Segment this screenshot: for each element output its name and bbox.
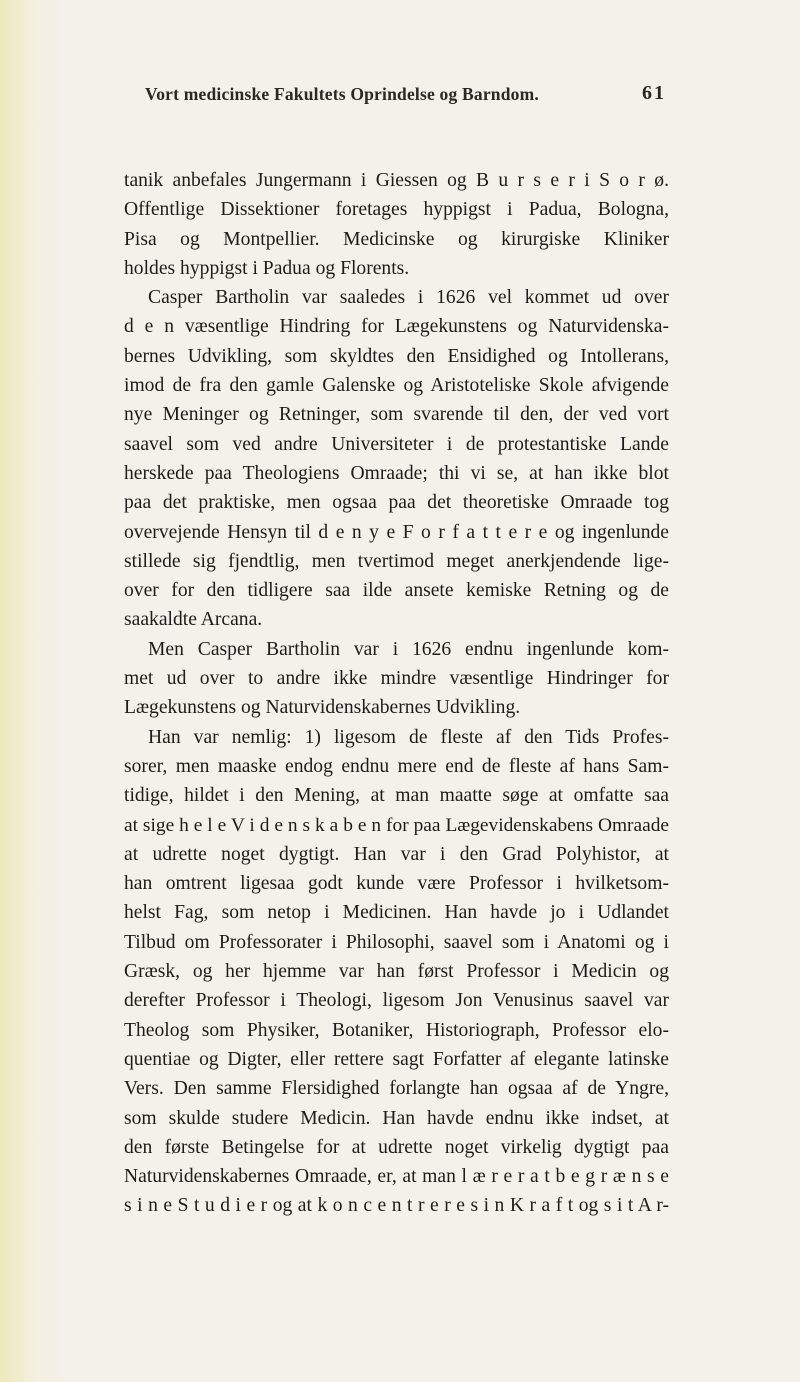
text-line: tidige, hildet i den Mening, at man maatte søge at omfatte saa	[124, 785, 669, 807]
page-edge-stain	[0, 0, 70, 1382]
text-line: bernes Udvikling, som skyldtes den Ensidighed og Intollerans,	[124, 345, 669, 367]
text-line: Han var nemlig: 1) ligesom de fleste af den Tids Profes-	[148, 726, 669, 748]
text-line: derefter Professor i Theologi, ligesom Jon Venusinus saavel var	[124, 990, 669, 1012]
text-line: Vers. Den samme Flersidighed forlangte han ogsaa af de Yngre,	[124, 1078, 669, 1100]
text-line: sorer, men maaske endog endnu mere end de fleste af hans Sam-	[124, 755, 669, 777]
text-line: han omtrent ligesaa godt kunde være Professor i hvilketsom-	[124, 873, 669, 895]
text-line: paa det praktiske, men ogsaa paa det theoretiske Omraade tog	[124, 492, 669, 514]
text-line: helst Fag, som netop i Medicinen. Han havde jo i Udlandet	[124, 902, 669, 924]
text-line: som skulde studere Medicin. Han havde endnu ikke indset, at	[124, 1107, 669, 1129]
text-line: den første Betingelse for at udrette noget virkelig dygtigt paa	[124, 1136, 669, 1158]
text-line: quentiae og Digter, eller rettere sagt Forfatter af elegante latinske	[124, 1048, 669, 1070]
page-number: 61	[642, 82, 666, 104]
text-line: nye Meninger og Retninger, som svarende til den, der ved vort	[124, 404, 669, 426]
text-line: Pisa og Montpellier. Medicinske og kirurgiske Kliniker	[124, 228, 669, 250]
text-line: Theolog som Physiker, Botaniker, Historiograph, Professor elo-	[124, 1019, 669, 1041]
text-line: Casper Bartholin var saaledes i 1626 vel kommet ud over	[148, 287, 669, 309]
text-line: s i n e S t u d i e r og at k o n c e n t r e r e s i n K r a f t og s i t A r-	[124, 1195, 669, 1217]
text-line: d e n væsentlige Hindring for Lægekunstens og Naturvidenska-	[124, 316, 669, 338]
text-line: Offentlige Dissektioner foretages hyppigst i Padua, Bologna,	[124, 199, 669, 221]
running-head	[0, 80, 800, 108]
text-line: Men Casper Bartholin var i 1626 endnu ingenlunde kom-	[148, 638, 669, 660]
text-line: stillede sig fjendtlig, men tvertimod meget anerkjendende lige-	[124, 550, 669, 572]
text-line: overvejende Hensyn til d e n y e F o r f a t t e r e og ingenlunde	[124, 521, 669, 543]
text-line: met ud over to andre ikke mindre væsentlige Hindringer for	[124, 668, 669, 690]
body-text	[124, 166, 669, 1221]
text-line: Græsk, og her hjemme var han først Professor i Medicin og	[124, 961, 669, 983]
text-line: imod de fra den gamle Galenske og Aristoteliske Skole afvigende	[124, 375, 669, 397]
text-line: herskede paa Theologiens Omraade; thi vi se, at han ikke blot	[124, 462, 669, 484]
text-line: at sige h e l e V i d e n s k a b e n for paa Lægevidenskabens Omraade	[124, 814, 669, 836]
text-line: saakaldte Arcana.	[124, 609, 263, 631]
running-head-title: Vort medicinske Fakultets Oprindelse og Barndom.	[145, 84, 539, 104]
text-line: Lægekunstens og Naturvidenskabernes Udvikling.	[124, 697, 521, 719]
text-line: at udrette noget dygtigt. Han var i den Grad Polyhistor, at	[124, 843, 669, 865]
text-line: tanik anbefales Jungermann i Giessen og B u r s e r i S o r ø.	[124, 170, 669, 191]
text-line: Tilbud om Professorater i Philosophi, saavel som i Anatomi og i	[124, 931, 669, 953]
text-line: holdes hyppigst i Padua og Florents.	[124, 257, 410, 279]
text-line: over for den tidligere saa ilde ansete kemiske Retning og de	[124, 580, 669, 602]
text-line: Naturvidenskabernes Omraade, er, at man l æ r e r a t b e g r æ n s e	[124, 1166, 669, 1188]
text-line: saavel som ved andre Universiteter i de protestantiske Lande	[124, 433, 669, 455]
